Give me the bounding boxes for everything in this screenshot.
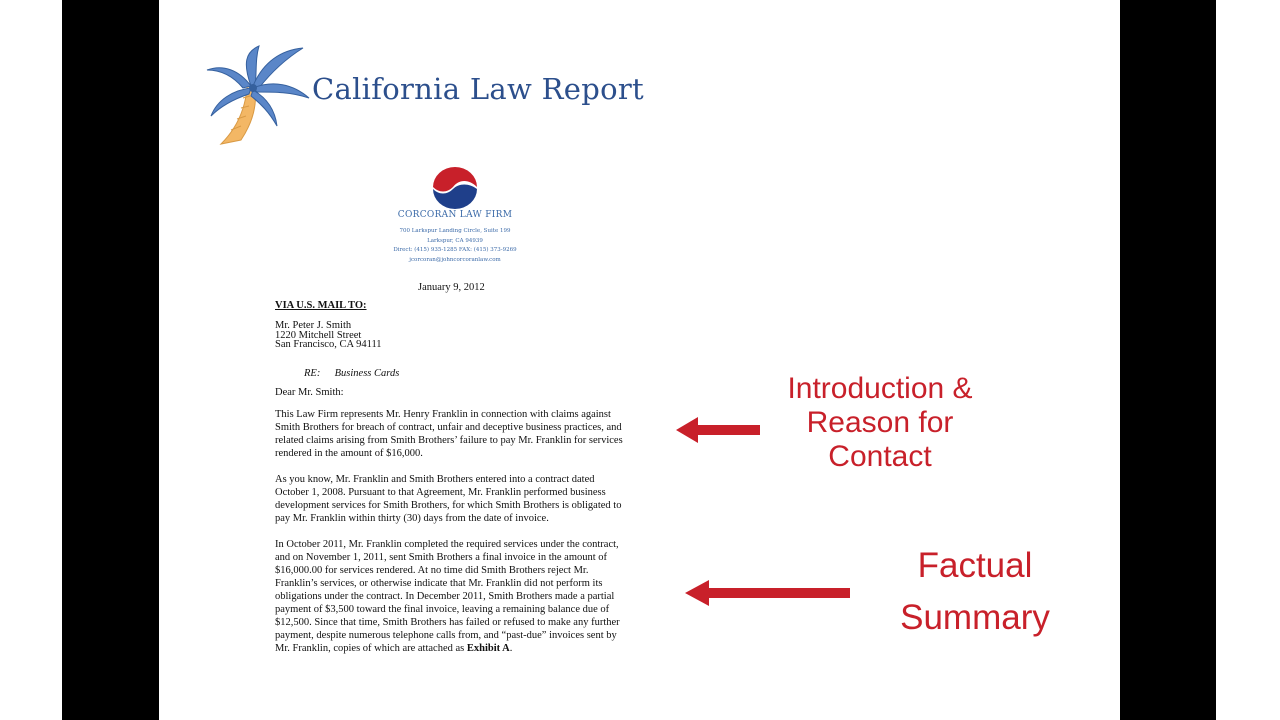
- firm-logo-icon: [429, 165, 481, 209]
- annotation-line: Summary: [900, 598, 1050, 637]
- paragraph-text: Mr. Franklin, copies of which are attached as: [275, 643, 467, 654]
- paragraph-contract: [275, 473, 621, 525]
- recipient-name: Mr. Peter J. Smith: [275, 320, 352, 331]
- paragraph-text: .: [509, 643, 513, 654]
- paragraph-line: This Law Firm represents Mr. Henry Franklin in connection with claims against: [275, 409, 611, 420]
- annotation-line: Introduction &: [787, 372, 973, 405]
- paragraph-line: $12,500. Since that time, Smith Brothers has failed or refused to make any further: [275, 617, 620, 628]
- paragraph-line: $16,000.00 for services rendered. At no time did Smith Brothers reject Mr.: [275, 565, 589, 576]
- delivery-method: VIA U.S. MAIL TO:: [275, 300, 367, 311]
- subject-text: Business Cards: [334, 368, 400, 379]
- paragraph-facts: [275, 538, 620, 655]
- annotation-introduction: [760, 372, 1000, 474]
- salutation: Dear Mr. Smith:: [275, 387, 344, 398]
- paragraph-line: October 1, 2008. Pursuant to that Agreement, Mr. Franklin performed business: [275, 487, 606, 498]
- firm-email-line: jcorcoran@johncorcoranlaw.com: [409, 256, 501, 263]
- subject-label: RE:: [304, 368, 321, 379]
- paragraph-introduction: [275, 408, 623, 460]
- brand-title: California Law Report: [312, 72, 644, 106]
- annotation-line: Factual: [917, 546, 1033, 585]
- palm-tree-icon: [203, 40, 313, 148]
- firm-address-line: 700 Larkspur Landing Circle, Suite 199: [399, 228, 511, 234]
- arrow-left-icon: [676, 415, 760, 445]
- firm-address-line: Larkspur, CA 94939: [427, 237, 483, 244]
- paragraph-line: and on November 1, 2011, sent Smith Brothers a final invoice in the amount of: [275, 552, 608, 563]
- firm-phone-line: Direct: (415) 935-1285 FAX: (415) 373-9269: [393, 247, 517, 253]
- subject-line: [304, 368, 399, 379]
- paragraph-line: In October 2011, Mr. Franklin completed the required services under the contract,: [275, 539, 619, 550]
- recipient-street: 1220 Mitchell Street: [275, 329, 362, 341]
- paragraph-line: payment of $3,500 toward the final invoice, leaving a remaining balance due of: [275, 604, 610, 615]
- exhibit-reference: Exhibit A: [466, 643, 510, 654]
- firm-name: CORCORAN LAW FIRM: [397, 210, 513, 220]
- left-black-bar: [62, 0, 159, 720]
- paragraph-line: related claims arising from Smith Brothers’ failure to pay Mr. Franklin for services: [275, 435, 623, 446]
- right-black-bar: [1120, 0, 1216, 720]
- left-margin: [0, 0, 62, 720]
- right-margin: [1216, 0, 1280, 720]
- paragraph-line: [275, 642, 620, 655]
- paragraph-line: development services for Smith Brothers, for which Smith Brothers is obligated to: [275, 500, 622, 511]
- paragraph-line: obligations under the contract. In December 2011, Smith Brothers made a partial: [275, 591, 615, 602]
- annotation-line: Contact: [828, 440, 932, 473]
- recipient-address: [275, 321, 382, 350]
- paragraph-line: payment, despite numerous telephone calls from, and “past-due” invoices sent by: [275, 630, 617, 641]
- recipient-city: San Francisco, CA 94111: [275, 339, 382, 350]
- paragraph-line: As you know, Mr. Franklin and Smith Brothers entered into a contract dated: [275, 474, 595, 485]
- paragraph-line: Smith Brothers for breach of contract, unfair and deceptive business practices, and: [275, 422, 622, 433]
- annotation-line: Reason for: [806, 406, 954, 439]
- paragraph-line: pay Mr. Franklin within thirty (30) days from the date of invoice.: [275, 513, 549, 524]
- paragraph-line: Franklin’s services, or otherwise indicate that Mr. Franklin did not perform its: [275, 578, 603, 589]
- firm-address: [370, 227, 540, 265]
- annotation-factual-summary: [880, 540, 1070, 644]
- arrow-left-icon: [685, 578, 850, 608]
- letter-date: January 9, 2012: [418, 282, 485, 293]
- paragraph-line: rendered in the amount of $16,000.: [275, 448, 423, 459]
